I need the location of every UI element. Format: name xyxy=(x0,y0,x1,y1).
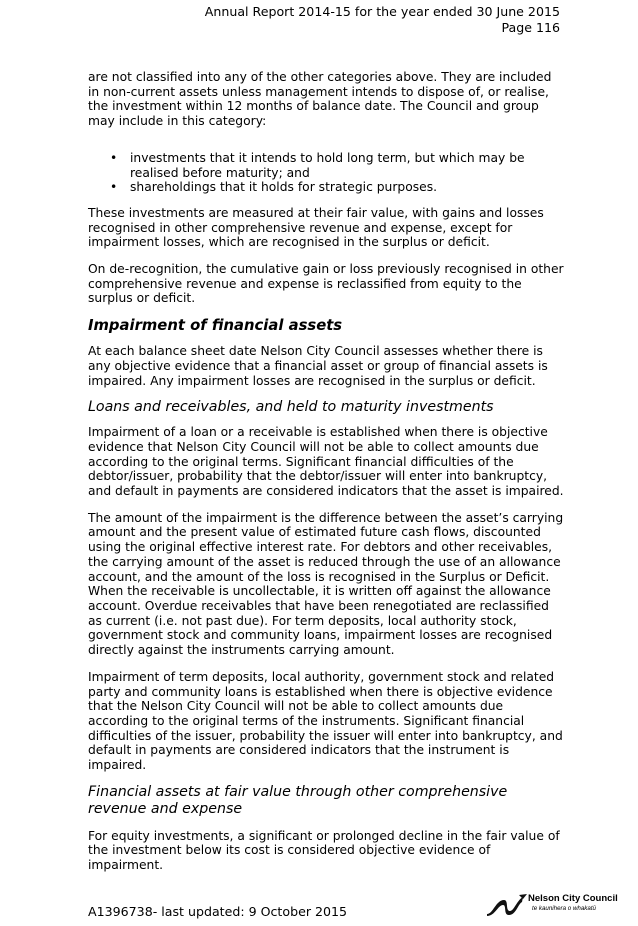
bullet-icon: • xyxy=(110,150,118,165)
list-item xyxy=(88,151,566,180)
list-item-text: investments that it intends to hold long term, but which may be realised before maturity; and xyxy=(130,150,525,180)
logo-subtitle: te kaunihera o whakatū xyxy=(532,905,596,912)
paragraph-derecognition: On de-recognition, the cumulative gain or loss previously recognised in other comprehensive revenue and expense is reclassified from equity to the surplus or deficit. xyxy=(88,262,564,306)
page-header xyxy=(205,4,560,35)
list-item-text: shareholdings that it holds for strategic purposes. xyxy=(130,180,438,195)
logo-wordmark: Nelson City Council xyxy=(528,893,618,904)
subheading-loans-receivables: Loans and receivables, and held to maturity investments xyxy=(88,399,494,416)
paragraph-fair-value-measurement: These investments are measured at their fair value, with gains and losses recognised in other comprehensive revenue and expense, except for impairment losses, which are recognised in the surplus or deficit. xyxy=(88,205,544,250)
bullet-list xyxy=(88,151,566,195)
document-body xyxy=(88,70,566,873)
paragraph-loan-impairment: Impairment of a loan or a receivable is established when there is objective evidence that Nelson City Council will not be able to collect amounts due according to the original terms. Significant financial difficulties of the debtor/issuer, probability that the debtor/issuer will enter into bankruptcy, and default in payments are considered indicators that the asset is impaired. xyxy=(88,425,564,499)
nelson-swoosh-icon xyxy=(486,893,528,917)
paragraph-available-for-sale-intro: are not classified into any of the other categories above. They are included in non-current assets unless management intends to dispose of, or realise, the investment within 12 months of balance date. The Council and group may include in this category: xyxy=(88,70,552,129)
nelson-city-council-logo xyxy=(486,893,616,917)
bullet-icon: • xyxy=(110,180,118,195)
report-title: Annual Report 2014-15 for the year ended 30 June 2015 xyxy=(204,4,560,19)
footer-doc-ref: A1396738- last updated: 9 October 2015 xyxy=(88,904,348,919)
paragraph-impairment-amount: The amount of the impairment is the difference between the asset’s carrying amount and the present value of estimated future cash flows, discounted using the original effective interest rate. For debtors and other receivables, the carrying amount of the asset is reduced through the use of an allowance account, and the amount of the loss is recognised in the Surplus or Deficit. When the receivable is uncollectable, it is written off against the allowance account. Overdue receivables that have been renegotiated are reclassified as current (i.e. not past due). For term deposits, local authority stock, government stock and community loans, impairment losses are recognised directly against the instruments carrying amount. xyxy=(88,510,564,658)
paragraph-equity-impairment: For equity investments, a significant or prolonged decline in the fair value of the investment below its cost is considered objective evidence of impairment. xyxy=(88,828,560,873)
subheading-fvoci: Financial assets at fair value through other comprehensive revenue and expense xyxy=(88,783,508,817)
section-heading-impairment: Impairment of financial assets xyxy=(88,317,343,335)
paragraph-term-deposit-impairment: Impairment of term deposits, local authority, government stock and related party and community loans is established when there is objective evidence that the Nelson City Council will not be able to collect amounts due according to the original terms of the instruments. Significant financial difficulties of the issuer, probability the issuer will enter into bankruptcy, and default in payments are considered indicators that the instrument is impaired. xyxy=(88,669,563,773)
page-number: Page 116 xyxy=(501,19,560,35)
paragraph-impairment-assessment: At each balance sheet date Nelson City Council assesses whether there is any objective evidence that a financial asset or group of financial assets is impaired. Any impairment losses are recognised in the surplus or deficit. xyxy=(88,344,548,388)
list-item xyxy=(88,180,566,195)
